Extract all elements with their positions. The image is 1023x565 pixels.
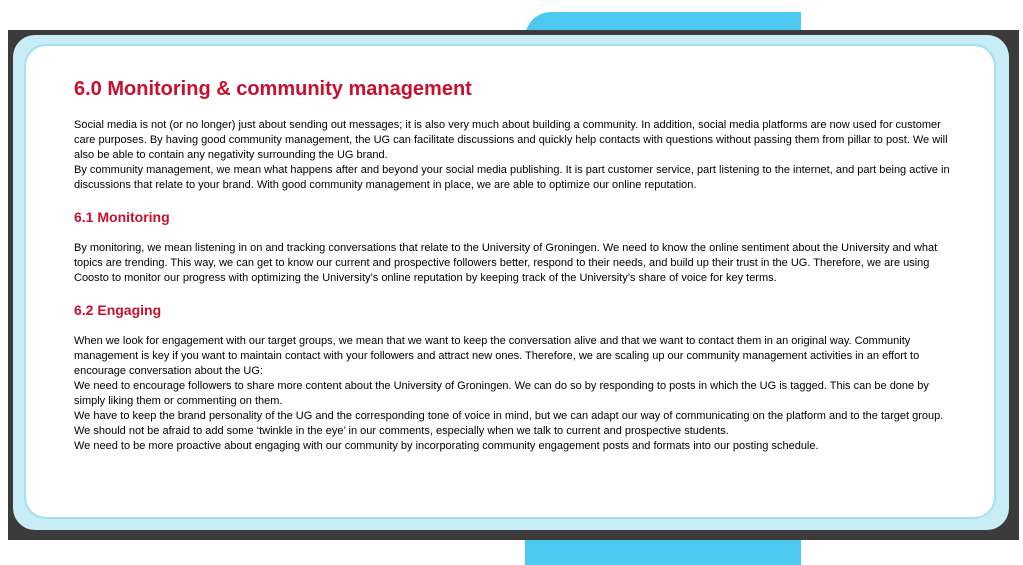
engaging-paragraph: We have to keep the brand personality of the UG and the corresponding tone of voice in mind, but we can adapt our way of communicating on the platform and to the target group. We should not be afraid to add some ‘twinkle in the eye’ in our comments, especially when we talk to current and prospective students. <box>74 410 944 437</box>
section-heading-engaging: 6.2 Engaging <box>74 302 162 318</box>
section-heading-monitoring: 6.1 Monitoring <box>74 209 170 225</box>
intro-section <box>74 118 954 193</box>
intro-paragraph: Social media is not (or no longer) just about sending out messages; it is also very much about building a community. In addition, social media platforms are now used for customer care purposes. By having good community management, the UG can facilitate discussions and quickly help contacts with questions without passing them from pillar to post. We will also be able to contain any negativity surrounding the UG brand. <box>74 119 948 161</box>
monitoring-paragraph: By monitoring, we mean listening in on and tracking conversations that relate to the University of Groningen. We need to know the online sentiment about the University and what topics are trending. This way, we can get to know our current and prospective followers better, respond to their needs, and build up their trust in the UG. Therefore, we are using Coosto to monitor our progress with optimizing the University’s online reputation by keeping track of the University’s share of voice for key terms. <box>74 242 938 284</box>
slide-content <box>74 76 954 469</box>
monitoring-section <box>74 241 954 286</box>
intro-paragraph: By community management, we mean what happens after and beyond your social media publishing. It is part customer service, part listening to the internet, and part being active in discussions that relate to your brand. With good community management in place, we are able to optimize our online reputation. <box>74 164 950 191</box>
page-title: 6.0 Monitoring & community management <box>74 78 472 100</box>
engaging-paragraph: When we look for engagement with our target groups, we mean that we want to keep the conversation alive and that we want to contact them in an original way. Community management is key if you want to maintain contact with your followers and attract new ones. Therefore, we are scaling up our community management activities in an effort to encourage conversation about the UG: <box>74 335 920 377</box>
engaging-paragraph: We need to be more proactive about engaging with our community by incorporating community engagement posts and formats into our posting schedule. <box>74 440 819 452</box>
engaging-section <box>74 334 954 454</box>
engaging-paragraph: We need to encourage followers to share more content about the University of Groningen. We can do so by responding to posts in which the UG is tagged. This can be done by simply liking them or commenting on them. <box>74 380 929 407</box>
